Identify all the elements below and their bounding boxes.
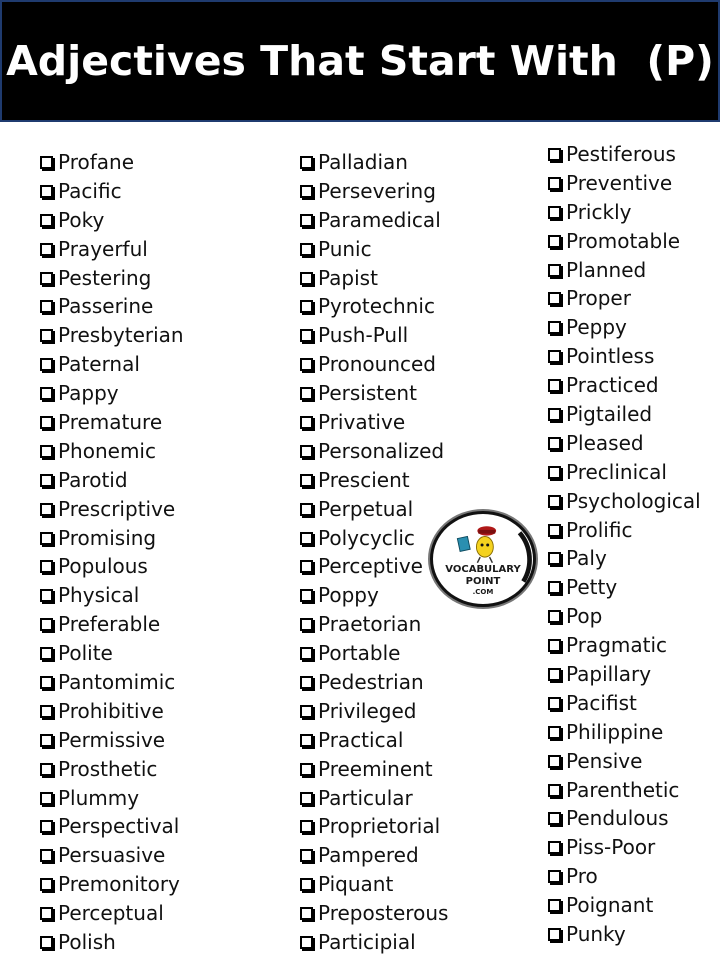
word-item — [40, 726, 184, 755]
word-item — [40, 292, 184, 321]
checkbox-icon — [548, 726, 561, 739]
word-item — [40, 552, 184, 581]
word-item — [548, 776, 701, 805]
word-item — [548, 862, 701, 891]
checkbox-icon — [300, 763, 313, 776]
checkbox-icon — [300, 705, 313, 718]
word-item — [40, 206, 184, 235]
checkbox-icon — [40, 214, 53, 227]
checkbox-icon — [40, 532, 53, 545]
word-label: Paternal — [58, 352, 140, 377]
word-label: Pyrotechnic — [318, 294, 435, 319]
word-item — [300, 581, 448, 610]
word-item — [300, 524, 448, 553]
word-item — [300, 552, 448, 581]
word-label: Parotid — [58, 467, 128, 492]
word-label: Paramedical — [318, 207, 441, 232]
word-label: Profane — [58, 150, 135, 174]
checkbox-icon — [300, 156, 313, 169]
word-label: Pronounced — [318, 352, 436, 377]
checkbox-icon — [40, 387, 53, 400]
word-item — [40, 668, 184, 697]
word-label: Polish — [58, 930, 116, 955]
word-label: Punky — [566, 922, 626, 947]
word-label: Planned — [566, 257, 647, 282]
word-label: Pappy — [58, 381, 119, 406]
word-item — [300, 148, 448, 177]
word-item — [40, 408, 184, 437]
checkbox-icon — [40, 676, 53, 689]
word-item — [548, 689, 701, 718]
word-label: Perceptual — [58, 901, 164, 926]
word-label: Preeminent — [318, 756, 433, 781]
word-item — [40, 437, 184, 466]
checkbox-icon — [300, 647, 313, 660]
checkbox-icon — [300, 300, 313, 313]
word-label: Phonemic — [58, 438, 156, 463]
word-item — [548, 833, 701, 862]
checkbox-icon — [548, 524, 561, 537]
word-label: Perspectival — [58, 814, 180, 839]
word-label: Polycyclic — [318, 525, 415, 550]
word-label: Palladian — [318, 150, 408, 174]
word-item — [548, 458, 701, 487]
word-item — [548, 487, 701, 516]
word-label: Pestering — [58, 265, 152, 290]
logo-text-point: POINT — [465, 576, 501, 587]
word-item — [300, 726, 448, 755]
word-label: Philippine — [566, 719, 664, 744]
word-item — [548, 256, 701, 285]
checkbox-icon — [40, 878, 53, 891]
checkbox-icon — [548, 812, 561, 825]
checkbox-icon — [548, 466, 561, 479]
word-item — [40, 350, 184, 379]
checkbox-icon — [40, 185, 53, 198]
checkbox-icon — [40, 763, 53, 776]
word-label: Preclinical — [566, 459, 667, 484]
checkbox-icon — [548, 495, 561, 508]
checkbox-icon — [40, 503, 53, 516]
word-item — [548, 718, 701, 747]
word-label: Permissive — [58, 727, 166, 752]
checkbox-icon — [548, 379, 561, 392]
word-item — [300, 379, 448, 408]
checkbox-icon — [40, 474, 53, 487]
word-item — [548, 198, 701, 227]
word-label: Parenthetic — [566, 777, 680, 802]
word-label: Prosthetic — [58, 756, 158, 781]
checkbox-icon — [40, 300, 53, 313]
word-label: Pendulous — [566, 806, 669, 831]
checkbox-icon — [548, 639, 561, 652]
word-label: Personalized — [318, 438, 445, 463]
word-label: Privative — [318, 410, 406, 435]
checkbox-icon — [40, 156, 53, 169]
word-item — [300, 899, 448, 928]
word-label: Portable — [318, 641, 401, 666]
word-item — [300, 870, 448, 899]
page-title: Adjectives That Start With (P) — [6, 37, 714, 85]
word-item — [40, 784, 184, 813]
checkbox-icon — [548, 552, 561, 565]
checkbox-icon — [300, 560, 313, 573]
word-label: Prescriptive — [58, 496, 176, 521]
word-label: Psychological — [566, 488, 701, 513]
checkbox-icon — [300, 532, 313, 545]
word-label: Pragmatic — [566, 633, 668, 658]
word-label: Pacific — [58, 178, 122, 203]
word-item — [40, 697, 184, 726]
word-item — [548, 804, 701, 833]
checkbox-icon — [548, 148, 561, 161]
checkbox-icon — [548, 870, 561, 883]
checkbox-icon — [40, 445, 53, 458]
checkbox-icon — [300, 358, 313, 371]
word-label: Poppy — [318, 583, 379, 608]
checkbox-icon — [40, 416, 53, 429]
checkbox-icon — [548, 350, 561, 363]
checkbox-icon — [40, 589, 53, 602]
word-label: Persuasive — [58, 843, 166, 868]
word-label: Piquant — [318, 872, 394, 897]
word-label: Praetorian — [318, 612, 422, 637]
checkbox-icon — [40, 907, 53, 920]
checkbox-icon — [40, 358, 53, 371]
logo-text-com: .COM — [472, 588, 494, 596]
word-item — [548, 920, 701, 949]
word-label: Passerine — [58, 294, 154, 319]
word-label: Prickly — [566, 199, 632, 224]
logo-text-vocabulary: VOCABULARY — [445, 564, 521, 575]
word-label: Promotable — [566, 228, 681, 253]
word-label: Pensive — [566, 748, 643, 773]
word-label: Participial — [318, 930, 416, 955]
checkbox-icon — [548, 264, 561, 277]
checkbox-icon — [548, 841, 561, 854]
checkbox-icon — [300, 618, 313, 631]
word-label: Preventive — [566, 170, 673, 195]
vocabulary-point-logo — [430, 511, 536, 607]
checkbox-icon — [300, 589, 313, 602]
word-item — [548, 573, 701, 602]
checkbox-icon — [300, 387, 313, 400]
word-label: Presbyterian — [58, 323, 184, 348]
word-item — [548, 342, 701, 371]
word-item — [40, 610, 184, 639]
checkbox-icon — [548, 668, 561, 681]
word-item — [300, 495, 448, 524]
word-item — [40, 755, 184, 784]
word-item — [300, 812, 448, 841]
word-item — [300, 437, 448, 466]
checkbox-icon — [548, 177, 561, 190]
word-item — [40, 870, 184, 899]
word-label: Pleased — [566, 430, 644, 455]
word-item — [300, 755, 448, 784]
word-item — [40, 639, 184, 668]
checkbox-icon — [40, 936, 53, 949]
word-item — [548, 227, 701, 256]
word-label: Persistent — [318, 381, 417, 406]
word-item — [40, 899, 184, 928]
word-label: Perceptive — [318, 554, 423, 579]
word-item — [40, 321, 184, 350]
word-item — [300, 610, 448, 639]
word-item — [40, 928, 184, 957]
word-item — [40, 812, 184, 841]
word-item — [300, 264, 448, 293]
checkbox-icon — [300, 416, 313, 429]
checkbox-icon — [300, 878, 313, 891]
word-label: Papist — [318, 265, 378, 290]
checkbox-icon — [300, 820, 313, 833]
word-item — [548, 284, 701, 313]
word-item — [300, 841, 448, 870]
checkbox-icon — [548, 928, 561, 941]
checkbox-icon — [40, 243, 53, 256]
word-item — [548, 140, 701, 169]
word-label: Poky — [58, 207, 105, 232]
word-item — [300, 321, 448, 350]
checkbox-icon — [300, 272, 313, 285]
word-label: Prescient — [318, 467, 410, 492]
word-label: Physical — [58, 583, 140, 608]
word-item — [300, 639, 448, 668]
word-item — [40, 148, 184, 177]
word-label: Plummy — [58, 785, 140, 810]
word-item — [548, 602, 701, 631]
word-label: Pampered — [318, 843, 419, 868]
word-label: Pacifist — [566, 690, 637, 715]
checkbox-icon — [40, 849, 53, 862]
checkbox-icon — [300, 907, 313, 920]
checkbox-icon — [40, 705, 53, 718]
checkbox-icon — [300, 849, 313, 862]
checkbox-icon — [548, 697, 561, 710]
word-column-2 — [300, 148, 448, 957]
word-label: Premonitory — [58, 872, 180, 897]
word-label: Practiced — [566, 373, 659, 398]
checkbox-icon — [300, 445, 313, 458]
word-item — [548, 313, 701, 342]
checkbox-icon — [548, 784, 561, 797]
checkbox-icon — [300, 503, 313, 516]
word-label: Pointless — [566, 344, 655, 369]
checkbox-icon — [300, 243, 313, 256]
checkbox-icon — [300, 329, 313, 342]
checkbox-icon — [548, 755, 561, 768]
word-column-1 — [40, 148, 184, 957]
word-label: Paly — [566, 546, 607, 571]
word-label: Practical — [318, 727, 404, 752]
word-label: Perpetual — [318, 496, 414, 521]
word-label: Punic — [318, 236, 372, 261]
word-label: Petty — [566, 575, 618, 600]
checkbox-icon — [548, 292, 561, 305]
word-item — [300, 668, 448, 697]
word-label: Piss-Poor — [566, 835, 656, 860]
word-item — [548, 429, 701, 458]
checkbox-icon — [548, 581, 561, 594]
word-item — [300, 466, 448, 495]
checkbox-icon — [300, 474, 313, 487]
checkbox-icon — [40, 618, 53, 631]
word-label: Privileged — [318, 698, 417, 723]
word-label: Pro — [566, 864, 598, 889]
word-item — [300, 697, 448, 726]
word-column-3 — [548, 140, 701, 949]
word-item — [40, 264, 184, 293]
word-item — [40, 466, 184, 495]
word-item — [300, 235, 448, 264]
word-item — [40, 581, 184, 610]
word-item — [548, 371, 701, 400]
word-label: Premature — [58, 410, 163, 435]
word-item — [40, 524, 184, 553]
word-label: Pestiferous — [566, 142, 676, 166]
word-label: Preposterous — [318, 901, 449, 926]
word-item — [300, 177, 448, 206]
word-label: Pigtailed — [566, 402, 653, 427]
word-item — [40, 841, 184, 870]
word-item — [300, 408, 448, 437]
checkbox-icon — [40, 329, 53, 342]
checkbox-icon — [40, 734, 53, 747]
checkbox-icon — [548, 437, 561, 450]
word-item — [40, 495, 184, 524]
checkbox-icon — [300, 214, 313, 227]
word-label: Pedestrian — [318, 670, 424, 695]
word-label: Preferable — [58, 612, 161, 637]
word-item — [548, 169, 701, 198]
word-label: Push-Pull — [318, 323, 409, 348]
word-item — [40, 177, 184, 206]
checkbox-icon — [548, 321, 561, 334]
checkbox-icon — [300, 185, 313, 198]
word-item — [40, 379, 184, 408]
word-label: Particular — [318, 785, 413, 810]
word-item — [548, 544, 701, 573]
checkbox-icon — [300, 734, 313, 747]
checkbox-icon — [40, 272, 53, 285]
checkbox-icon — [548, 408, 561, 421]
checkbox-icon — [548, 899, 561, 912]
word-label: Peppy — [566, 315, 627, 340]
checkbox-icon — [548, 235, 561, 248]
word-item — [300, 206, 448, 235]
word-label: Papillary — [566, 662, 652, 687]
word-label: Pop — [566, 604, 603, 629]
word-label: Persevering — [318, 178, 436, 203]
checkbox-icon — [300, 792, 313, 805]
word-item — [548, 660, 701, 689]
checkbox-icon — [548, 610, 561, 623]
word-item — [548, 747, 701, 776]
checkbox-icon — [300, 676, 313, 689]
checkbox-icon — [40, 560, 53, 573]
checkbox-icon — [40, 647, 53, 660]
word-item — [548, 891, 701, 920]
word-label: Poignant — [566, 893, 654, 918]
word-label: Prolific — [566, 517, 633, 542]
checkbox-icon — [300, 936, 313, 949]
word-item — [40, 235, 184, 264]
word-item — [300, 292, 448, 321]
checkbox-icon — [548, 206, 561, 219]
word-label: Prohibitive — [58, 698, 164, 723]
word-label: Proprietorial — [318, 814, 441, 839]
word-label: Polite — [58, 641, 113, 666]
word-label: Prayerful — [58, 236, 148, 261]
checkbox-icon — [40, 820, 53, 833]
word-label: Promising — [58, 525, 157, 550]
page-header — [0, 0, 720, 122]
word-label: Proper — [566, 286, 631, 311]
checkbox-icon — [40, 792, 53, 805]
word-item — [300, 350, 448, 379]
word-label: Pantomimic — [58, 670, 176, 695]
word-item — [548, 516, 701, 545]
word-item — [548, 400, 701, 429]
word-label: Populous — [58, 554, 148, 579]
word-item — [300, 784, 448, 813]
word-item — [300, 928, 448, 957]
word-item — [548, 631, 701, 660]
